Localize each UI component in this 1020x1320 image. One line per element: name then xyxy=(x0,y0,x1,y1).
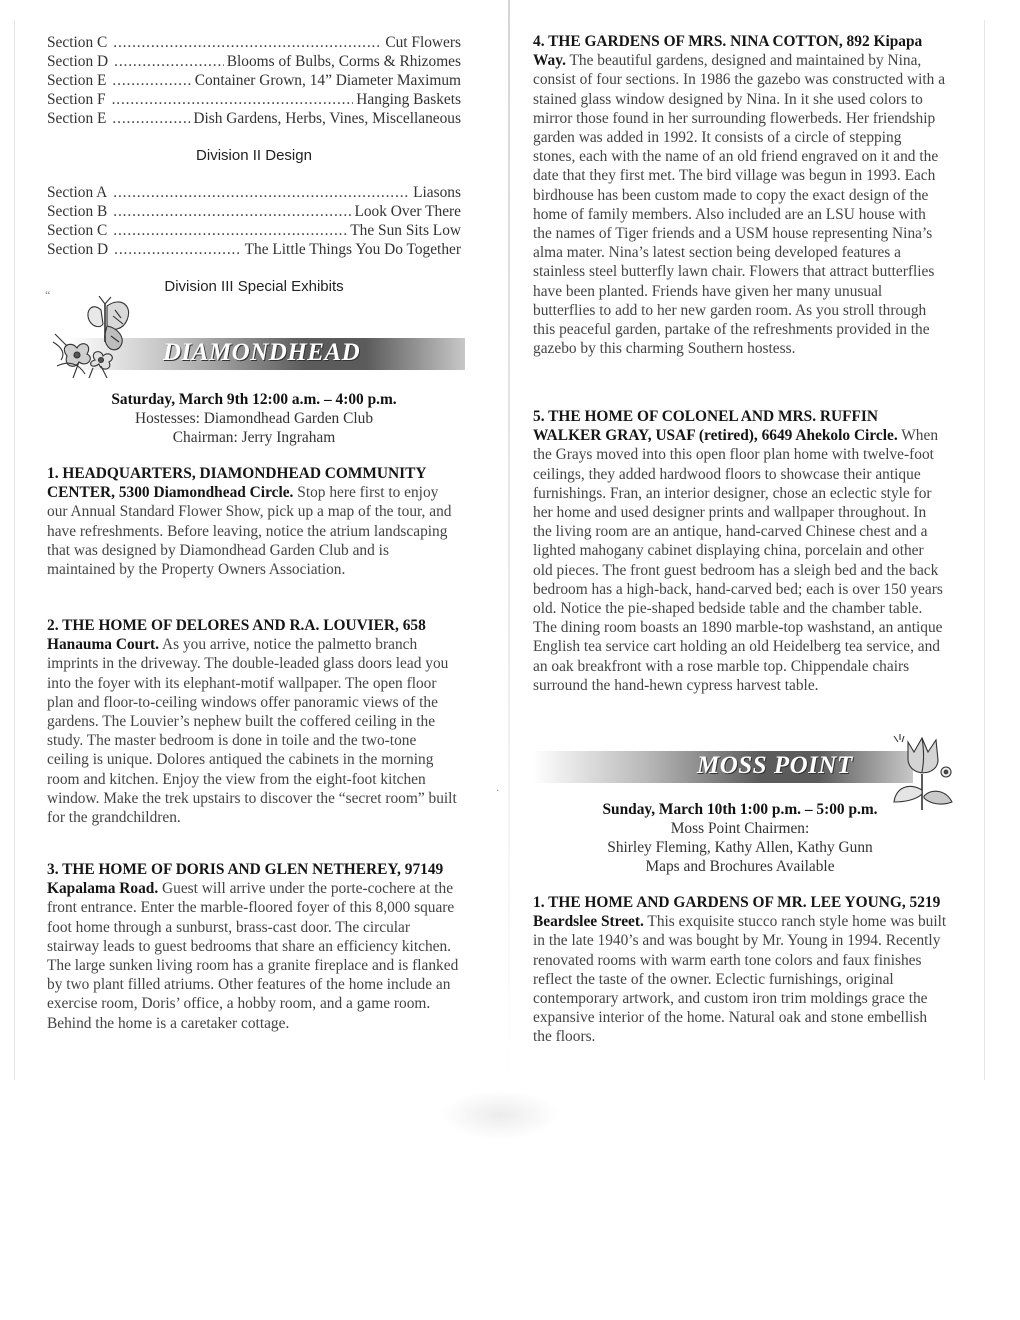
section-line: Section F . . . Hanging Baskets xyxy=(47,90,461,109)
section-line: Section E . . . Dish Gardens, Herbs, Vines, Miscellaneous xyxy=(47,109,461,128)
tour-entry xyxy=(533,32,947,358)
scan-smudge xyxy=(440,1090,560,1140)
diamondhead-chairman: Chairman: Jerry Ingraham xyxy=(172,429,336,446)
entry-body: Guest will arrive under the porte-cochere at the front entrance. Enter the marble-floored foyer of this 8,000 square foot home through a sunburst, brass-cast door. The circular stairway leads to guest bedrooms that share an efficiency kitchen. The large sunken living room has a granite fireplace and is flanked by two plant filled atriums. Other features of the home include an exercise room, Doris’ office, a hobby room, and a game room. Behind the home is a caretaker cottage. xyxy=(47,880,459,1032)
fold-tick: · xyxy=(496,786,500,797)
banner-title: MOSS POINT xyxy=(697,752,853,779)
entry-body: As you arrive, notice the palmetto branch imprints in the driveway. The double-leaded glass doors lead you into the foyer with its elephant-motif wallpaper. The open floor plan and floor-to-ceiling windows offer panoramic views of the gardens. The Louvier’s nephew built the coffered ceiling in the study. The master bedroom is done in toile and the two-tone ceiling is unique. Dolores antiqued the cabinets in the morning room and kitchen. Enjoy the view from the eight-foot kitchen window. Make the trek upstairs to discover the “secret room” built for the grandchildren. xyxy=(47,636,457,827)
tour-entry xyxy=(533,893,947,1047)
moss-point-maps: Maps and Brochures Available xyxy=(645,858,835,875)
entry-title: 2. THE HOME OF DELORES AND R.A. LOUVIER, 658 Hanauma Court. xyxy=(47,617,426,654)
entry-body: The beautiful gardens, designed and maintained by Nina, consist of four sections. In 1986 the gazebo was constructed with a stained glass window designed by Nina. In it she used colors to mirror those found in her surrounding flowerbeds. Her friendship garden was added in 1992. It consists of a circle of stepping stones, each with the name of an old friend engraved on it and the date that they first met. The bird village was begun in 1993. Each birdhouse has been custom made to copy the exact design of the home of family members. Also included are an LSU house with the names of Tiger friends and a USM house representing Nina’s alma mater. Nina’s latest section being developed features a stainless steel butterfly lawn chair. Flowers that attract butterflies have been planted. Friends have given her many unusual butterflies to add to her new garden room. As you stroll through this peaceful garden, partake of the refreshments provided in the gazebo by this charming Southern hostess. xyxy=(533,52,946,358)
tour-entry xyxy=(47,860,461,1033)
moss-point-chairmen-label: Moss Point Chairmen: xyxy=(670,820,810,837)
entry-title: 4. THE GARDENS OF MRS. NINA COTTON, 892 Kipapa Way. xyxy=(533,33,923,70)
moss-point-banner xyxy=(533,751,913,783)
moss-point-chairmen: Shirley Fleming, Kathy Allen, Kathy Gunn xyxy=(607,839,873,856)
butterfly-flower-icon xyxy=(49,296,149,380)
section-line: Section C . . . Cut Flowers xyxy=(47,33,461,52)
section-line: Section E . . . Container Grown, 14” Diameter Maximum xyxy=(47,71,461,90)
tour-entry xyxy=(47,616,461,827)
tulip-flower-icon xyxy=(888,732,958,812)
entry-title: 1. HEADQUARTERS, DIAMONDHEAD COMMUNITY CENTER, 5300 Diamondhead Circle. xyxy=(47,465,426,502)
division-iii-heading: Division III Special Exhibits xyxy=(164,278,344,295)
division-ii-heading: Division II Design xyxy=(196,147,312,164)
section-line: Section D . . . Blooms of Bulbs, Corms & Rhizomes xyxy=(47,52,461,71)
section-line: Section D . . . The Little Things You Do Together xyxy=(47,240,461,259)
center-fold xyxy=(508,0,510,1080)
section-line: Section A . . . Liasons xyxy=(47,183,461,202)
moss-point-date: Sunday, March 10th 1:00 p.m. – 5:00 p.m. xyxy=(602,801,878,818)
tour-entry xyxy=(533,407,947,695)
entry-title: 3. THE HOME OF DORIS AND GLEN NETHEREY, 97149 Kapalama Road. xyxy=(47,861,444,898)
entry-title: 5. THE HOME OF COLONEL AND MRS. RUFFIN WALKER GRAY, USAF (retired), 6649 Ahekolo Circle. xyxy=(533,408,898,445)
entry-body: Stop here first to enjoy our Annual Standard Flower Show, pick up a map of the tour, and have refreshments. Before leaving, notice the atrium landscaping that was designed by Diamondhead Garden Club and is maintained by the Property Owners Association. xyxy=(47,484,452,579)
entry-title: 1. THE HOME AND GARDENS OF MR. LEE YOUNG, 5219 Beardslee Street. xyxy=(533,894,941,931)
stray-mark: “ xyxy=(45,288,51,302)
tour-entry xyxy=(47,464,461,579)
section-line: Section C . . . The Sun Sits Low xyxy=(47,221,461,240)
page-edge-left xyxy=(14,20,15,1080)
page-edge-right xyxy=(984,20,985,1080)
diamondhead-date: Saturday, March 9th 12:00 a.m. – 4:00 p.m. xyxy=(111,391,397,408)
diamondhead-hostesses: Hostesses: Diamondhead Garden Club xyxy=(134,410,374,427)
banner-title: DIAMONDHEAD xyxy=(163,339,361,366)
section-line: Section B . . . Look Over There xyxy=(47,202,461,221)
entry-body: This exquisite stucco ranch style home was built in the late 1940’s and was bought by Mr. Young in 1994. Recently renovated rooms with warm earth tone colors and faux finishes reflect the taste of the owner. Eclectic furnishings, original contemporary artwork, and custom iron trim moldings grace the expansive interior of the home. Natural oak and stone embellish the floors. xyxy=(533,913,947,1046)
entry-body: When the Grays moved into this open floor plan home with twelve-foot ceilings, they added hardwood floors to showcase their antique furnishings. Fran, an interior designer, chose an eclectic style for her home and used designer prints and wallpaper throughout. In the living room are an antique, hand-carved Chinese chest and a lighted mahogany cabinet displaying china, porcelain and other old pieces. The front guest bedroom has a sleigh bed and the back bedroom has a high-back, hand-carved bed; each is over 150 years old. Notice the pie-shaped bedside table and the chamber table. The dining room boasts an 1890 marble-top washstand, an antique English tea service cart holding an old Heidelberg tea service, and an oak breakfront with a rose marble top. Chippendale chairs surround the hand-hewn cypress harvest table. xyxy=(533,427,943,694)
